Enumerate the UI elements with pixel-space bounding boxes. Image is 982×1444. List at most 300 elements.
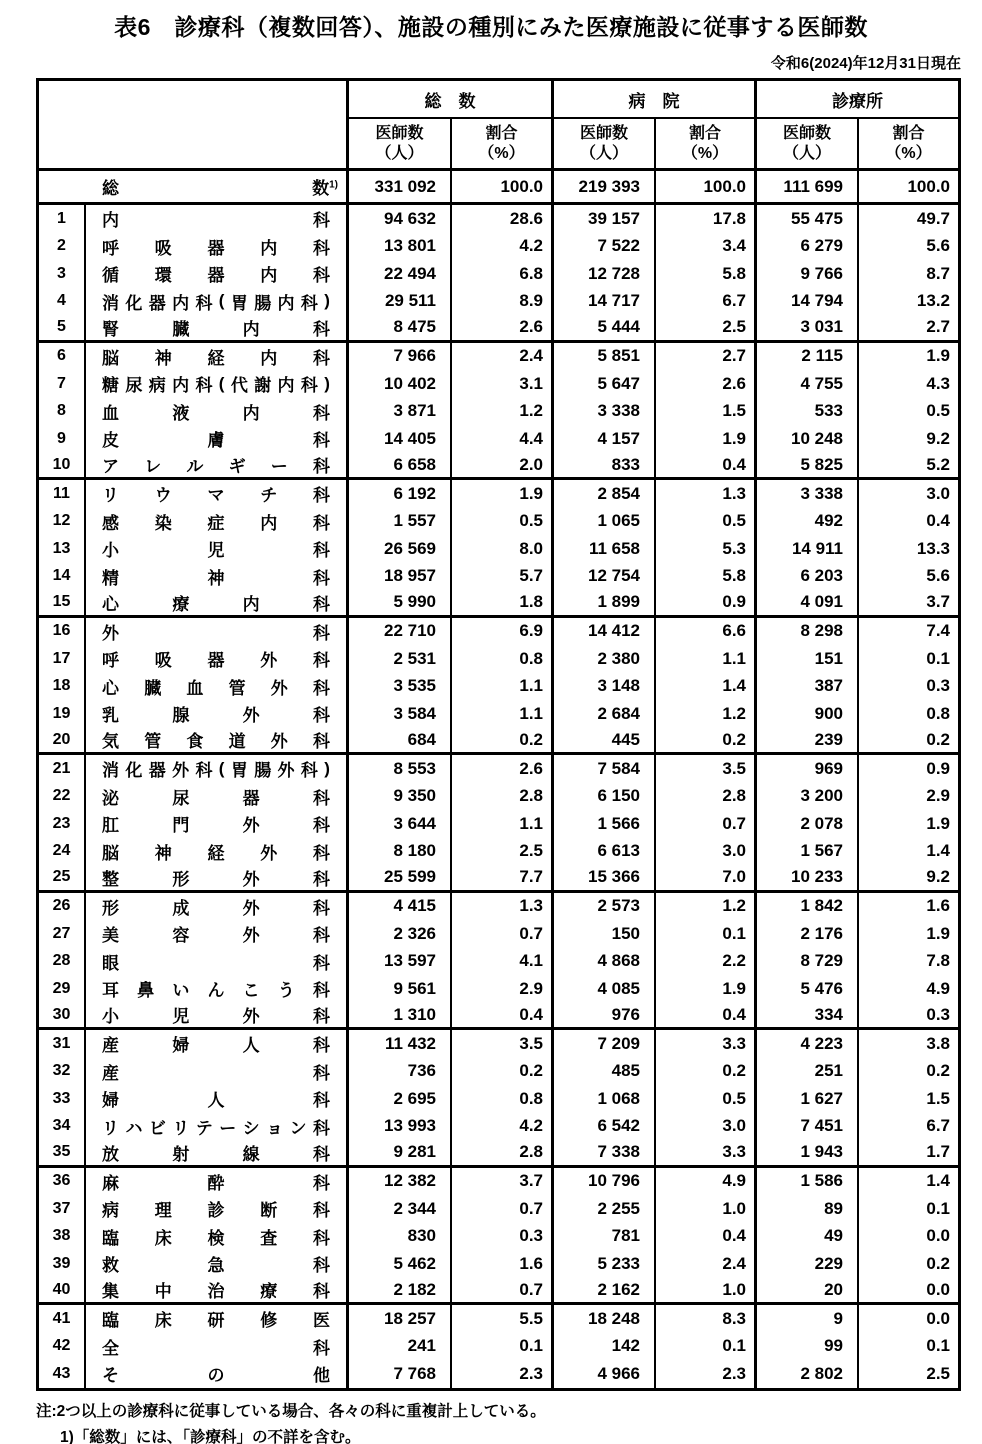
- table-row: [39, 508, 958, 536]
- dept-name-cell: [86, 865, 349, 890]
- dept-name-char: 療: [172, 594, 190, 614]
- dept-no-cell: 3: [39, 260, 86, 288]
- dept-name-char: 中: [154, 1282, 172, 1302]
- dept-name-cell: [86, 288, 349, 316]
- value-cell: 12 382: [349, 1168, 452, 1196]
- value-cell: 1.3: [656, 480, 757, 508]
- value-cell: 1.6: [926, 896, 950, 916]
- value-cell: 1.4: [926, 1171, 950, 1191]
- value-cell: 331 092: [349, 171, 452, 205]
- value-cell: 28.6: [452, 205, 554, 233]
- dept-name-char: 形: [172, 869, 190, 889]
- header-columns: [349, 81, 958, 171]
- value-cell: 0.5: [926, 401, 950, 421]
- dept-name-char: 科: [313, 623, 330, 643]
- value-cell: 15 366: [554, 865, 656, 890]
- dept-no-cell: 41: [39, 1305, 86, 1333]
- dept-name-char: 内: [277, 376, 295, 396]
- dept-name-char: 耳: [102, 981, 119, 1001]
- dept-no-cell: 25: [39, 865, 86, 890]
- value-cell: 2 380: [554, 645, 656, 673]
- column-group-header: 病 院: [554, 81, 757, 119]
- dept-name-cell: [86, 480, 349, 508]
- dept-name-cell: [86, 563, 349, 591]
- value-cell: 9 350: [349, 783, 452, 811]
- value-cell: 5 825: [757, 453, 859, 478]
- dept-name-char: 外: [242, 898, 260, 918]
- dept-name-cell: [86, 948, 349, 976]
- dept-name-char: 消: [102, 761, 119, 781]
- dept-name-char: ー: [270, 457, 288, 477]
- value-cell: 8 180: [349, 838, 452, 866]
- value-cell: 2 115: [757, 343, 859, 371]
- value-cell: 100.0: [452, 171, 554, 205]
- dept-name-cell: [86, 700, 349, 728]
- value-cell: 7 209: [554, 1030, 656, 1058]
- value-cell: 7 451: [757, 1113, 859, 1141]
- dept-name-char: 線: [242, 1144, 260, 1164]
- dept-name-cell: [86, 1195, 349, 1223]
- value-cell: 0.1: [656, 920, 757, 948]
- dept-name-char: 器: [207, 266, 225, 286]
- dept-name-char: 科: [312, 898, 330, 918]
- column-header-line1: 割合: [892, 124, 925, 142]
- table-row: [39, 838, 958, 866]
- table-row: [39, 590, 958, 618]
- column-header-line2: （%）: [885, 144, 932, 162]
- value-cell: 0.2: [452, 1058, 554, 1086]
- value-cell: 5.2: [926, 454, 950, 474]
- dept-name-cell: [86, 755, 349, 783]
- value-cell: 3.7: [452, 1168, 554, 1196]
- dept-name-cell: [86, 425, 349, 453]
- dept-no-cell: 10: [39, 453, 86, 478]
- dept-no-cell: 11: [39, 480, 86, 508]
- value-cell: 5.8: [656, 260, 757, 288]
- value-cell: 6 192: [349, 480, 452, 508]
- dept-no-cell: 27: [39, 920, 86, 948]
- total-label-left: 総: [102, 179, 119, 198]
- value-cell: 2.5: [452, 838, 554, 866]
- dept-name-char: 産: [102, 1036, 119, 1056]
- table-row: [39, 343, 958, 371]
- value-cell: 0.7: [452, 920, 554, 948]
- dept-no-cell: 5: [39, 315, 86, 340]
- dept-name-cell: [86, 1113, 349, 1141]
- dept-name-char: 環: [154, 266, 172, 286]
- dept-name-char: 療: [260, 1282, 278, 1302]
- value-cell: 9 561: [349, 975, 452, 1003]
- value-cell: 3.5: [452, 1030, 554, 1058]
- dept-no-cell: 8: [39, 398, 86, 426]
- dept-name-char: 科: [313, 1256, 330, 1276]
- value-cell: 7 584: [554, 755, 656, 783]
- dept-name-char: 胃: [230, 761, 248, 781]
- dept-name-char: 腺: [172, 706, 190, 726]
- total-row-label: [39, 171, 349, 205]
- value-cell: 11 658: [554, 535, 656, 563]
- dept-name-char: 人: [207, 1091, 225, 1111]
- dept-name-char: 科: [313, 568, 330, 588]
- value-cell: 251: [757, 1058, 859, 1086]
- value-cell: 18 248: [554, 1305, 656, 1333]
- value-cell: 3.8: [926, 1033, 950, 1053]
- column-header-line1: 割合: [485, 124, 518, 142]
- dept-name-char: 小: [102, 541, 119, 561]
- value-cell: 1.5: [926, 1088, 950, 1108]
- dept-name-cell: [86, 645, 349, 673]
- value-cell: 4.2: [452, 233, 554, 261]
- value-cell: 3.3: [656, 1140, 757, 1165]
- total-row: [39, 171, 958, 205]
- dept-name-cell: [86, 260, 349, 288]
- dept-name-cell: [86, 975, 349, 1003]
- value-cell: 0.5: [656, 508, 757, 536]
- value-cell: 736: [349, 1058, 452, 1086]
- table-row: [39, 1140, 958, 1168]
- dept-name-char: 外: [277, 761, 295, 781]
- table-row: [39, 1003, 958, 1031]
- dept-name-char: ): [324, 373, 330, 393]
- column-header-line1: 医師数: [782, 124, 831, 142]
- value-cell: 2.2: [656, 948, 757, 976]
- value-cell: 1.9: [452, 480, 554, 508]
- value-cell: 4 415: [349, 893, 452, 921]
- dept-no-cell: 40: [39, 1278, 86, 1303]
- dept-name-cell: [86, 673, 349, 701]
- value-cell: 2 182: [349, 1278, 452, 1303]
- dept-name-char: 科: [313, 486, 330, 506]
- value-cell: 0.8: [452, 645, 554, 673]
- dept-name-char: 床: [154, 1228, 172, 1248]
- value-cell: 3 338: [554, 398, 656, 426]
- dept-name-char: 内: [172, 293, 190, 313]
- dept-name-char: 科: [312, 869, 330, 889]
- value-cell: 17.8: [656, 205, 757, 233]
- dept-name-char: 美: [102, 926, 119, 946]
- value-cell: 3.3: [656, 1030, 757, 1058]
- dept-name-char: 代: [230, 376, 248, 396]
- value-cell: 0.0: [926, 1308, 950, 1328]
- value-cell: 94 632: [349, 205, 452, 233]
- dept-name-char: 産: [102, 1063, 119, 1083]
- dept-name-char: 神: [154, 843, 172, 863]
- dept-name-char: テ: [195, 1118, 213, 1138]
- dept-name-char: 内: [260, 238, 278, 258]
- value-cell: 6.9: [452, 618, 554, 646]
- value-cell: 0.9: [926, 758, 950, 778]
- dept-name-char: 診: [207, 1201, 225, 1221]
- value-cell: 20: [757, 1278, 859, 1303]
- value-cell: 2.4: [452, 343, 554, 371]
- dept-name-char: 外: [270, 732, 288, 752]
- value-cell: 1.9: [926, 346, 950, 366]
- dept-name-char: 謝: [254, 376, 272, 396]
- dept-no-cell: 24: [39, 838, 86, 866]
- dept-no-cell: 14: [39, 563, 86, 591]
- dept-name-char: 腎: [102, 319, 119, 339]
- value-cell: 219 393: [554, 171, 656, 205]
- value-cell: 6 542: [554, 1113, 656, 1141]
- table-row: [39, 288, 958, 316]
- value-cell: 485: [554, 1058, 656, 1086]
- value-cell: 1.9: [656, 975, 757, 1003]
- dept-name-char: 射: [172, 1144, 190, 1164]
- column-header-line1: 医師数: [579, 124, 628, 142]
- value-cell: 7.7: [452, 865, 554, 890]
- dept-name-char: 呼: [102, 238, 119, 258]
- dept-name-char: 神: [154, 348, 172, 368]
- dept-name-char: 管: [144, 732, 162, 752]
- value-cell: 5.7: [452, 563, 554, 591]
- value-cell: 1 310: [349, 1003, 452, 1028]
- dept-name-cell: [86, 453, 349, 478]
- value-cell: 55 475: [757, 205, 859, 233]
- table-row: [39, 260, 958, 288]
- dept-name-char: 鼻: [137, 981, 155, 1001]
- value-cell: 0.4: [656, 453, 757, 478]
- value-cell: 3 200: [757, 783, 859, 811]
- value-cell: 6 203: [757, 563, 859, 591]
- value-cell: 2.6: [452, 755, 554, 783]
- value-cell: 2 162: [554, 1278, 656, 1303]
- value-cell: 8.9: [452, 288, 554, 316]
- value-cell: 14 405: [349, 425, 452, 453]
- dept-name-char: 全: [102, 1338, 119, 1358]
- table-row: [39, 645, 958, 673]
- value-cell: 2.6: [452, 315, 554, 340]
- column-header-line2: （%）: [478, 144, 525, 162]
- dept-name-char: 外: [242, 926, 260, 946]
- dept-name-char: 科: [300, 293, 318, 313]
- dept-name-char: 婦: [102, 1091, 119, 1111]
- dept-name-char: 科: [313, 513, 330, 533]
- dept-name-char: ん: [207, 981, 225, 1001]
- value-cell: 0.9: [656, 590, 757, 615]
- dept-name-char: 科: [195, 293, 213, 313]
- value-cell: 5 647: [554, 370, 656, 398]
- dept-name-char: 泌: [102, 788, 119, 808]
- dept-name-char: 科: [313, 348, 330, 368]
- dept-name-char: 科: [313, 1173, 330, 1193]
- value-cell: 1 567: [757, 838, 859, 866]
- value-cell: 3 148: [554, 673, 656, 701]
- table-row: [39, 920, 958, 948]
- dept-name-char: 病: [102, 1201, 119, 1221]
- dept-no-cell: 33: [39, 1085, 86, 1113]
- dept-name-char: 循: [102, 266, 119, 286]
- dept-no-cell: 9: [39, 425, 86, 453]
- dept-name-char: 糖: [102, 376, 119, 396]
- dept-name-char: ): [324, 758, 330, 778]
- value-cell: 830: [349, 1223, 452, 1251]
- value-cell: 5.6: [926, 236, 950, 256]
- value-cell: 1.1: [452, 673, 554, 701]
- value-cell: 0.3: [926, 676, 950, 696]
- dept-no-cell: 1: [39, 205, 86, 233]
- value-cell: 12 728: [554, 260, 656, 288]
- value-cell: 8 729: [757, 948, 859, 976]
- as-of-date: 令和6(2024)年12月31日現在: [770, 55, 961, 72]
- dept-name-char: 経: [207, 348, 225, 368]
- dept-name-cell: [86, 1305, 349, 1333]
- value-cell: 6.6: [656, 618, 757, 646]
- value-cell: 0.7: [656, 810, 757, 838]
- dept-name-char: 科: [312, 706, 330, 726]
- value-cell: 1 842: [757, 893, 859, 921]
- value-cell: 0.1: [452, 1333, 554, 1361]
- dept-no-cell: 21: [39, 755, 86, 783]
- dept-name-char: 整: [102, 869, 119, 889]
- table-row: [39, 948, 958, 976]
- value-cell: 976: [554, 1003, 656, 1028]
- dept-name-char: 内: [260, 348, 278, 368]
- dept-name-char: 経: [207, 843, 225, 863]
- dept-name-char: 急: [207, 1256, 225, 1276]
- dept-name-char: 査: [260, 1228, 278, 1248]
- value-cell: 3.1: [452, 370, 554, 398]
- dept-name-cell: [86, 590, 349, 615]
- table-row: [39, 1333, 958, 1361]
- value-cell: 12 754: [554, 563, 656, 591]
- value-cell: 229: [757, 1250, 859, 1278]
- dept-name-char: 器: [148, 761, 166, 781]
- dept-name-char: ギ: [228, 457, 246, 477]
- dept-name-char: 科: [312, 816, 330, 836]
- dept-name-char: 科: [313, 1228, 330, 1248]
- dept-no-cell: 30: [39, 1003, 86, 1028]
- dept-no-cell: 42: [39, 1333, 86, 1361]
- dept-name-cell: [86, 893, 349, 921]
- column-group-header: 総 数: [349, 81, 554, 119]
- value-cell: 0.7: [452, 1278, 554, 1303]
- value-cell: 0.1: [926, 1198, 950, 1218]
- value-cell: 0.8: [926, 703, 950, 723]
- dept-name-char: 科: [312, 1118, 330, 1138]
- value-cell: 684: [349, 728, 452, 753]
- value-cell: 0.5: [656, 1085, 757, 1113]
- dept-no-cell: 39: [39, 1250, 86, 1278]
- dept-name-char: 児: [172, 1007, 190, 1027]
- sub-header-row: [349, 119, 958, 171]
- value-cell: 0.0: [926, 1279, 950, 1299]
- dept-name-cell: [86, 838, 349, 866]
- value-cell: 4 157: [554, 425, 656, 453]
- table-row: [39, 1030, 958, 1058]
- dept-name-char: マ: [207, 486, 225, 506]
- dept-no-cell: 17: [39, 645, 86, 673]
- value-cell: 5.5: [452, 1305, 554, 1333]
- dept-name-char: 内: [242, 319, 260, 339]
- dept-name-cell: [86, 810, 349, 838]
- value-cell: 1.9: [926, 923, 950, 943]
- value-cell: 3 584: [349, 700, 452, 728]
- dept-name-char: 消: [102, 293, 119, 313]
- value-cell: 2.5: [656, 315, 757, 340]
- value-cell: 100.0: [859, 171, 958, 205]
- value-cell: 3 535: [349, 673, 452, 701]
- dept-no-cell: 28: [39, 948, 86, 976]
- column-header-line2: （人）: [579, 144, 628, 162]
- dept-no-cell: 35: [39, 1140, 86, 1165]
- dept-name-char: 尿: [172, 788, 190, 808]
- dept-name-char: 床: [154, 1311, 172, 1331]
- value-cell: 18 957: [349, 563, 452, 591]
- value-cell: 22 710: [349, 618, 452, 646]
- value-cell: 0.1: [656, 1333, 757, 1361]
- dept-name-char: 病: [148, 376, 166, 396]
- value-cell: 0.1: [926, 648, 950, 668]
- dept-name-char: 科: [312, 678, 330, 698]
- value-cell: 5 990: [349, 590, 452, 615]
- dept-name-char: 液: [172, 403, 190, 423]
- dept-name-char: (: [218, 758, 225, 778]
- dept-name-char: 症: [207, 513, 225, 533]
- table-row: [39, 535, 958, 563]
- value-cell: 7.0: [656, 865, 757, 890]
- table-row: [39, 370, 958, 398]
- value-cell: 13.3: [916, 538, 950, 558]
- dept-no-cell: 20: [39, 728, 86, 753]
- dept-name-char: 人: [242, 1036, 260, 1056]
- dept-name-char: 科: [313, 541, 330, 561]
- dept-name-cell: [86, 1223, 349, 1251]
- value-cell: 2.9: [452, 975, 554, 1003]
- value-cell: 49.7: [916, 208, 950, 228]
- dept-name-char: 科: [313, 1282, 330, 1302]
- dept-no-cell: 43: [39, 1360, 86, 1388]
- value-cell: 2.9: [926, 786, 950, 806]
- value-cell: 100.0: [656, 171, 757, 205]
- column-group-row: [349, 81, 958, 119]
- table-row: [39, 1058, 958, 1086]
- dept-no-cell: 37: [39, 1195, 86, 1223]
- value-cell: 10 796: [554, 1168, 656, 1196]
- value-cell: 6 150: [554, 783, 656, 811]
- dept-no-cell: 22: [39, 783, 86, 811]
- dept-name-char: 内: [242, 403, 260, 423]
- dept-name-char: い: [172, 981, 190, 1001]
- column-header-count: [349, 119, 452, 171]
- dept-name-char: ー: [219, 1118, 237, 1138]
- dept-name-cell: [86, 1085, 349, 1113]
- dept-name-char: 心: [102, 678, 119, 698]
- value-cell: 22 494: [349, 260, 452, 288]
- value-cell: 1.9: [926, 813, 950, 833]
- column-header-pct: [656, 119, 757, 171]
- value-cell: 150: [554, 920, 656, 948]
- dept-name-char: 器: [242, 788, 260, 808]
- dept-name-char: 科: [313, 651, 330, 671]
- value-cell: 0.3: [926, 1004, 950, 1024]
- table-row: [39, 1360, 958, 1388]
- value-cell: 4.3: [926, 373, 950, 393]
- value-cell: 9 766: [757, 260, 859, 288]
- dept-name-char: 検: [207, 1228, 225, 1248]
- value-cell: 1 899: [554, 590, 656, 615]
- dept-name-cell: [86, 1140, 349, 1165]
- dept-name-char: ル: [186, 457, 204, 477]
- dept-name-char: 吸: [154, 238, 172, 258]
- value-cell: 2.8: [656, 783, 757, 811]
- dept-name-cell: [86, 1168, 349, 1196]
- value-cell: 3 031: [757, 315, 859, 340]
- dept-no-cell: 26: [39, 893, 86, 921]
- dept-name-cell: [86, 535, 349, 563]
- dept-name-char: 門: [172, 816, 190, 836]
- value-cell: 1.6: [452, 1250, 554, 1278]
- value-cell: 1 586: [757, 1168, 859, 1196]
